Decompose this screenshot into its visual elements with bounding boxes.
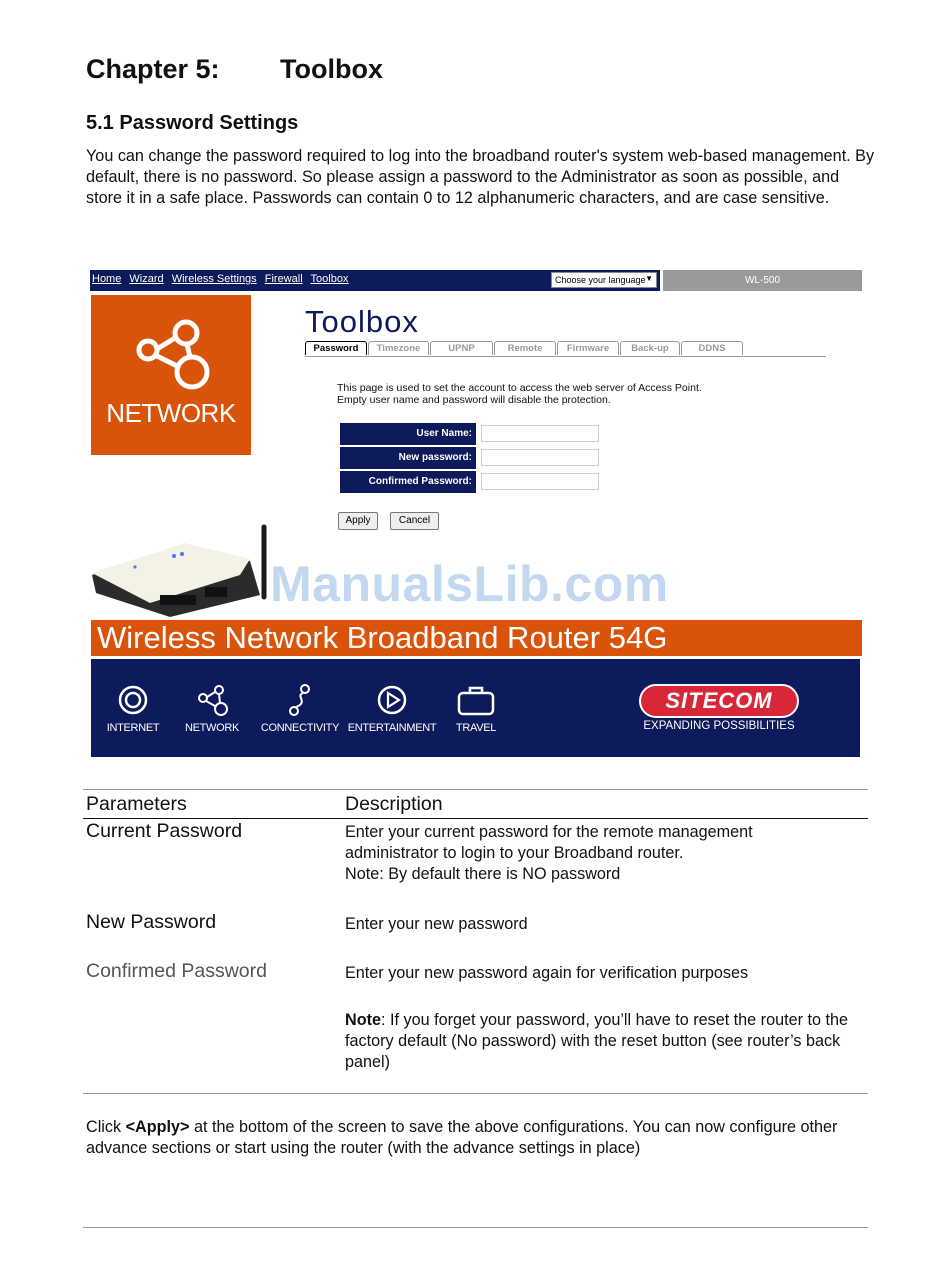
new-password-row xyxy=(340,447,605,469)
param-current-password: Current Password xyxy=(86,820,243,842)
footer-bar xyxy=(91,659,860,757)
note-text: : If you forget your password, you’ll have to reset the router to the factory default (No password) with the reset button (see router’s back panel) xyxy=(345,1011,848,1071)
description-line: This page is used to set the account to access the web server of Access Point. xyxy=(337,382,702,394)
forgot-password-note xyxy=(345,1010,865,1073)
new-password-input[interactable] xyxy=(481,449,599,466)
user-name-label: User Name: xyxy=(340,423,476,445)
network-tile-label: NETWORK xyxy=(106,398,236,428)
page-bottom-rule xyxy=(83,1227,868,1228)
tab-bar xyxy=(305,341,826,357)
desc-line: Enter your new password xyxy=(345,915,528,933)
note-label: Note xyxy=(345,1011,381,1029)
outro-post: at the bottom of the screen to save the above configurations. You can now configure other advance sections or start using the router (with the advance settings in place) xyxy=(86,1118,838,1157)
footer-label: ENTERTAINMENT xyxy=(347,722,437,734)
desc-confirmed-password xyxy=(345,963,865,984)
table-header-description: Description xyxy=(345,793,443,815)
new-password-label: New password: xyxy=(340,447,476,469)
network-tile xyxy=(91,295,251,455)
top-nav-bar xyxy=(90,270,660,291)
product-banner: Wireless Network Broadband Router 54G xyxy=(91,620,862,656)
outro-apply: <Apply> xyxy=(125,1118,190,1136)
table-bottom-rule xyxy=(83,1093,868,1094)
footer-label: TRAVEL xyxy=(455,722,497,734)
user-name-row xyxy=(340,423,605,445)
table-header-rule xyxy=(83,818,868,819)
description-line: Empty user name and password will disable the protection. xyxy=(337,394,611,406)
footer-label: INTERNET xyxy=(106,722,160,734)
nav-link-wizard[interactable]: Wizard xyxy=(129,273,164,285)
footer-travel[interactable] xyxy=(431,684,521,734)
table-top-rule xyxy=(83,789,868,790)
tab-timezone[interactable]: Timezone xyxy=(368,341,429,355)
user-name-input[interactable] xyxy=(481,425,599,442)
outro-paragraph xyxy=(86,1117,876,1159)
outro-pre: Click xyxy=(86,1118,126,1136)
tab-upnp[interactable]: UPNP xyxy=(430,341,493,355)
confirmed-password-row xyxy=(340,471,605,493)
tab-back-up[interactable]: Back-up xyxy=(620,341,680,355)
tab-password[interactable]: Password xyxy=(305,341,367,355)
param-new-password: New Password xyxy=(86,911,217,933)
nav-link-toolbox[interactable]: Toolbox xyxy=(310,273,349,285)
internet-icon xyxy=(116,684,150,716)
section-title: 5.1 Password Settings xyxy=(86,112,299,134)
network-icon xyxy=(91,295,251,395)
footer-connectivity[interactable] xyxy=(255,684,345,734)
suitcase-icon xyxy=(456,684,496,716)
desc-line: Enter your current password for the remote management xyxy=(345,823,753,841)
chevron-down-icon: ▼ xyxy=(645,274,653,283)
model-label: WL-500 xyxy=(663,270,862,291)
table-header-parameters: Parameters xyxy=(86,793,187,815)
param-confirmed-password: Confirmed Password xyxy=(86,960,267,982)
language-select-value: Choose your language xyxy=(555,275,646,285)
chapter-title xyxy=(86,54,383,85)
network-icon xyxy=(195,684,229,716)
tab-remote[interactable]: Remote xyxy=(494,341,556,355)
confirmed-password-input[interactable] xyxy=(481,473,599,490)
footer-label: NETWORK xyxy=(184,722,240,734)
confirmed-password-label: Confirmed Password: xyxy=(340,471,476,493)
nav-link-wireless-settings[interactable]: Wireless Settings xyxy=(171,273,257,285)
apply-button[interactable]: Apply xyxy=(338,512,378,530)
desc-line: administrator to login to your Broadband router. xyxy=(345,844,684,862)
chapter-name: Toolbox xyxy=(280,54,383,84)
language-select[interactable] xyxy=(551,272,657,288)
router-ui-screenshot xyxy=(90,268,864,760)
toolbox-description xyxy=(337,382,757,406)
nav-link-firewall[interactable]: Firewall xyxy=(264,273,303,285)
cancel-button[interactable]: Cancel xyxy=(390,512,439,530)
chapter-number: Chapter 5: xyxy=(86,54,220,84)
desc-line: Enter your new password again for verification purposes xyxy=(345,964,749,982)
watermark: ManualsLib.com xyxy=(270,556,669,612)
toolbox-heading: Toolbox xyxy=(305,304,419,339)
router-image xyxy=(90,523,270,619)
footer-entertainment[interactable] xyxy=(347,684,437,734)
footer-label: CONNECTIVITY xyxy=(260,722,340,734)
footer-network[interactable] xyxy=(167,684,257,734)
desc-new-password xyxy=(345,914,865,935)
intro-paragraph: You can change the password required to log into the broadband router's system web-based management. By default, there is no password. So please assign a password to the Administrator as soon as possible, and store it in a safe place. Passwords can contain 0 to 12 alphanumeric characters, and are case sensitive. xyxy=(86,147,875,207)
sitecom-tagline: EXPANDING POSSIBILITIES xyxy=(643,720,795,732)
connectivity-icon xyxy=(283,684,317,716)
desc-line: Note: By default there is NO password xyxy=(345,865,621,883)
nav-link-home[interactable]: Home xyxy=(92,273,122,285)
desc-current-password xyxy=(345,822,865,885)
tab-ddns[interactable]: DDNS xyxy=(681,341,743,355)
footer-internet[interactable] xyxy=(88,684,178,734)
play-icon xyxy=(375,684,409,716)
sitecom-logo: SITECOM xyxy=(639,684,799,718)
tab-firmware[interactable]: Firmware xyxy=(557,341,619,355)
